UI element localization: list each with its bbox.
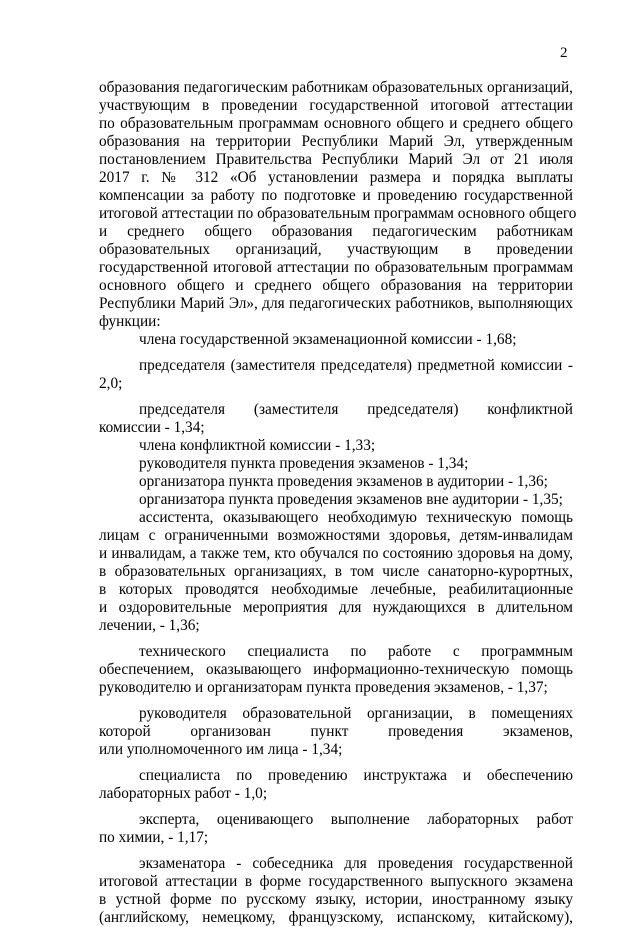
text-line: по образовательным программам основного общего и среднего общего [99,115,573,132]
paragraph [99,349,573,393]
text-line: лечении, - 1,36; [99,617,200,634]
text-line: председателя (заместителя председателя) конфликтной [139,401,573,418]
text-line: (английскому, немецкому, французскому, испанскому, китайскому), [99,909,573,926]
text-line: итоговой аттестации в форме государственного выпускного экзамена [99,873,573,890]
text-line: государственной итоговой аттестации по образовательным программам [99,259,573,276]
paragraph [99,697,573,759]
text-line: лабораторных работ - 1,0; [99,785,268,802]
paragraph [99,437,573,455]
text-line: экзаменатора - собеседника для проведения государственной [139,855,573,872]
paragraph [99,331,573,349]
text-line: или уполномоченного им лица - 1,34; [99,741,343,758]
text-line: и среднего общего образования педагогическим работникам [99,223,573,240]
page-number: 2 [560,45,568,61]
text-line: итоговой аттестации по образовательным программам основного общего [99,205,577,222]
text-line: специалиста по проведению инструктажа и обеспечению [139,767,573,784]
text-line: члена конфликтной комиссии - 1,33; [139,437,376,454]
paragraph [99,393,573,437]
paragraph [99,79,577,331]
text-line: обеспечением, оказывающего информационно-техническую помощь [99,661,573,678]
text-line: постановлением Правительства Республики Марий Эл от 21 июля [99,151,573,168]
text-line: участвующим в проведении государственной итоговой аттестации [99,97,573,114]
text-line: образовательных организаций, участвующим в проведении [99,241,573,258]
text-line: в которых проводятся необходимые лечебные, реабилитационные [99,581,573,598]
text-line: руководителя пункта проведения экзаменов - 1,34; [139,455,469,472]
text-line: председателя (заместителя председателя) предметной комиссии - [139,357,573,374]
paragraph [99,803,573,847]
paragraph [99,491,573,509]
text-line: руководителю и организаторам пункта проведения экзаменов, - 1,37; [99,679,548,696]
text-line: члена государственной экзаменационной комиссии - 1,68; [139,331,517,348]
text-line: которой организован пункт проведения экзаменов, [99,723,573,740]
text-line: в устной форме по русскому языку, истории, иностранному языку [99,891,573,908]
text-line: в образовательных организациях, в том числе санаторно-курортных, [99,563,573,580]
text-line: организатора пункта проведения экзаменов вне аудитории - 1,35; [139,491,563,508]
text-line: функции: [99,313,161,330]
text-line: технического специалиста по работе с программным [139,643,573,660]
text-line: и оздоровительные мероприятия для нуждающихся в длительном [99,599,573,616]
paragraph [99,455,573,473]
paragraph [99,473,573,491]
text-line: руководителя образовательной организации, в помещениях [139,705,573,722]
text-line: 2,0; [99,375,123,392]
document-body [99,79,577,927]
paragraph [99,847,573,927]
paragraph [99,509,573,635]
paragraph [99,759,573,803]
text-line: и инвалидам, а также тем, кто обучался по состоянию здоровья на дому, [99,545,573,562]
text-line: образования педагогическим работникам образовательных организаций, [99,79,573,96]
text-line: комиссии - 1,34; [99,419,205,436]
text-line: по химии, - 1,17; [99,829,209,846]
text-line: основного общего и среднего общего образования на территории [99,277,573,294]
text-line: 2017 г. № 312 «Об установлении размера и порядка выплаты [99,169,573,186]
text-line: эксперта, оценивающего выполнение лабораторных работ [139,811,573,828]
text-line: образования на территории Республики Марий Эл, утвержденным [99,133,573,150]
paragraph [99,635,573,697]
text-line: организатора пункта проведения экзаменов в аудитории - 1,36; [139,473,548,490]
text-line: лицам с ограниченными возможностями здоровья, детям-инвалидам [99,527,573,544]
text-line: ассистента, оказывающего необходимую техническую помощь [139,509,573,526]
text-line: Республики Марий Эл», для педагогических работников, выполняющих [99,295,573,312]
text-line: компенсации за работу по подготовке и проведению государственной [99,187,573,204]
